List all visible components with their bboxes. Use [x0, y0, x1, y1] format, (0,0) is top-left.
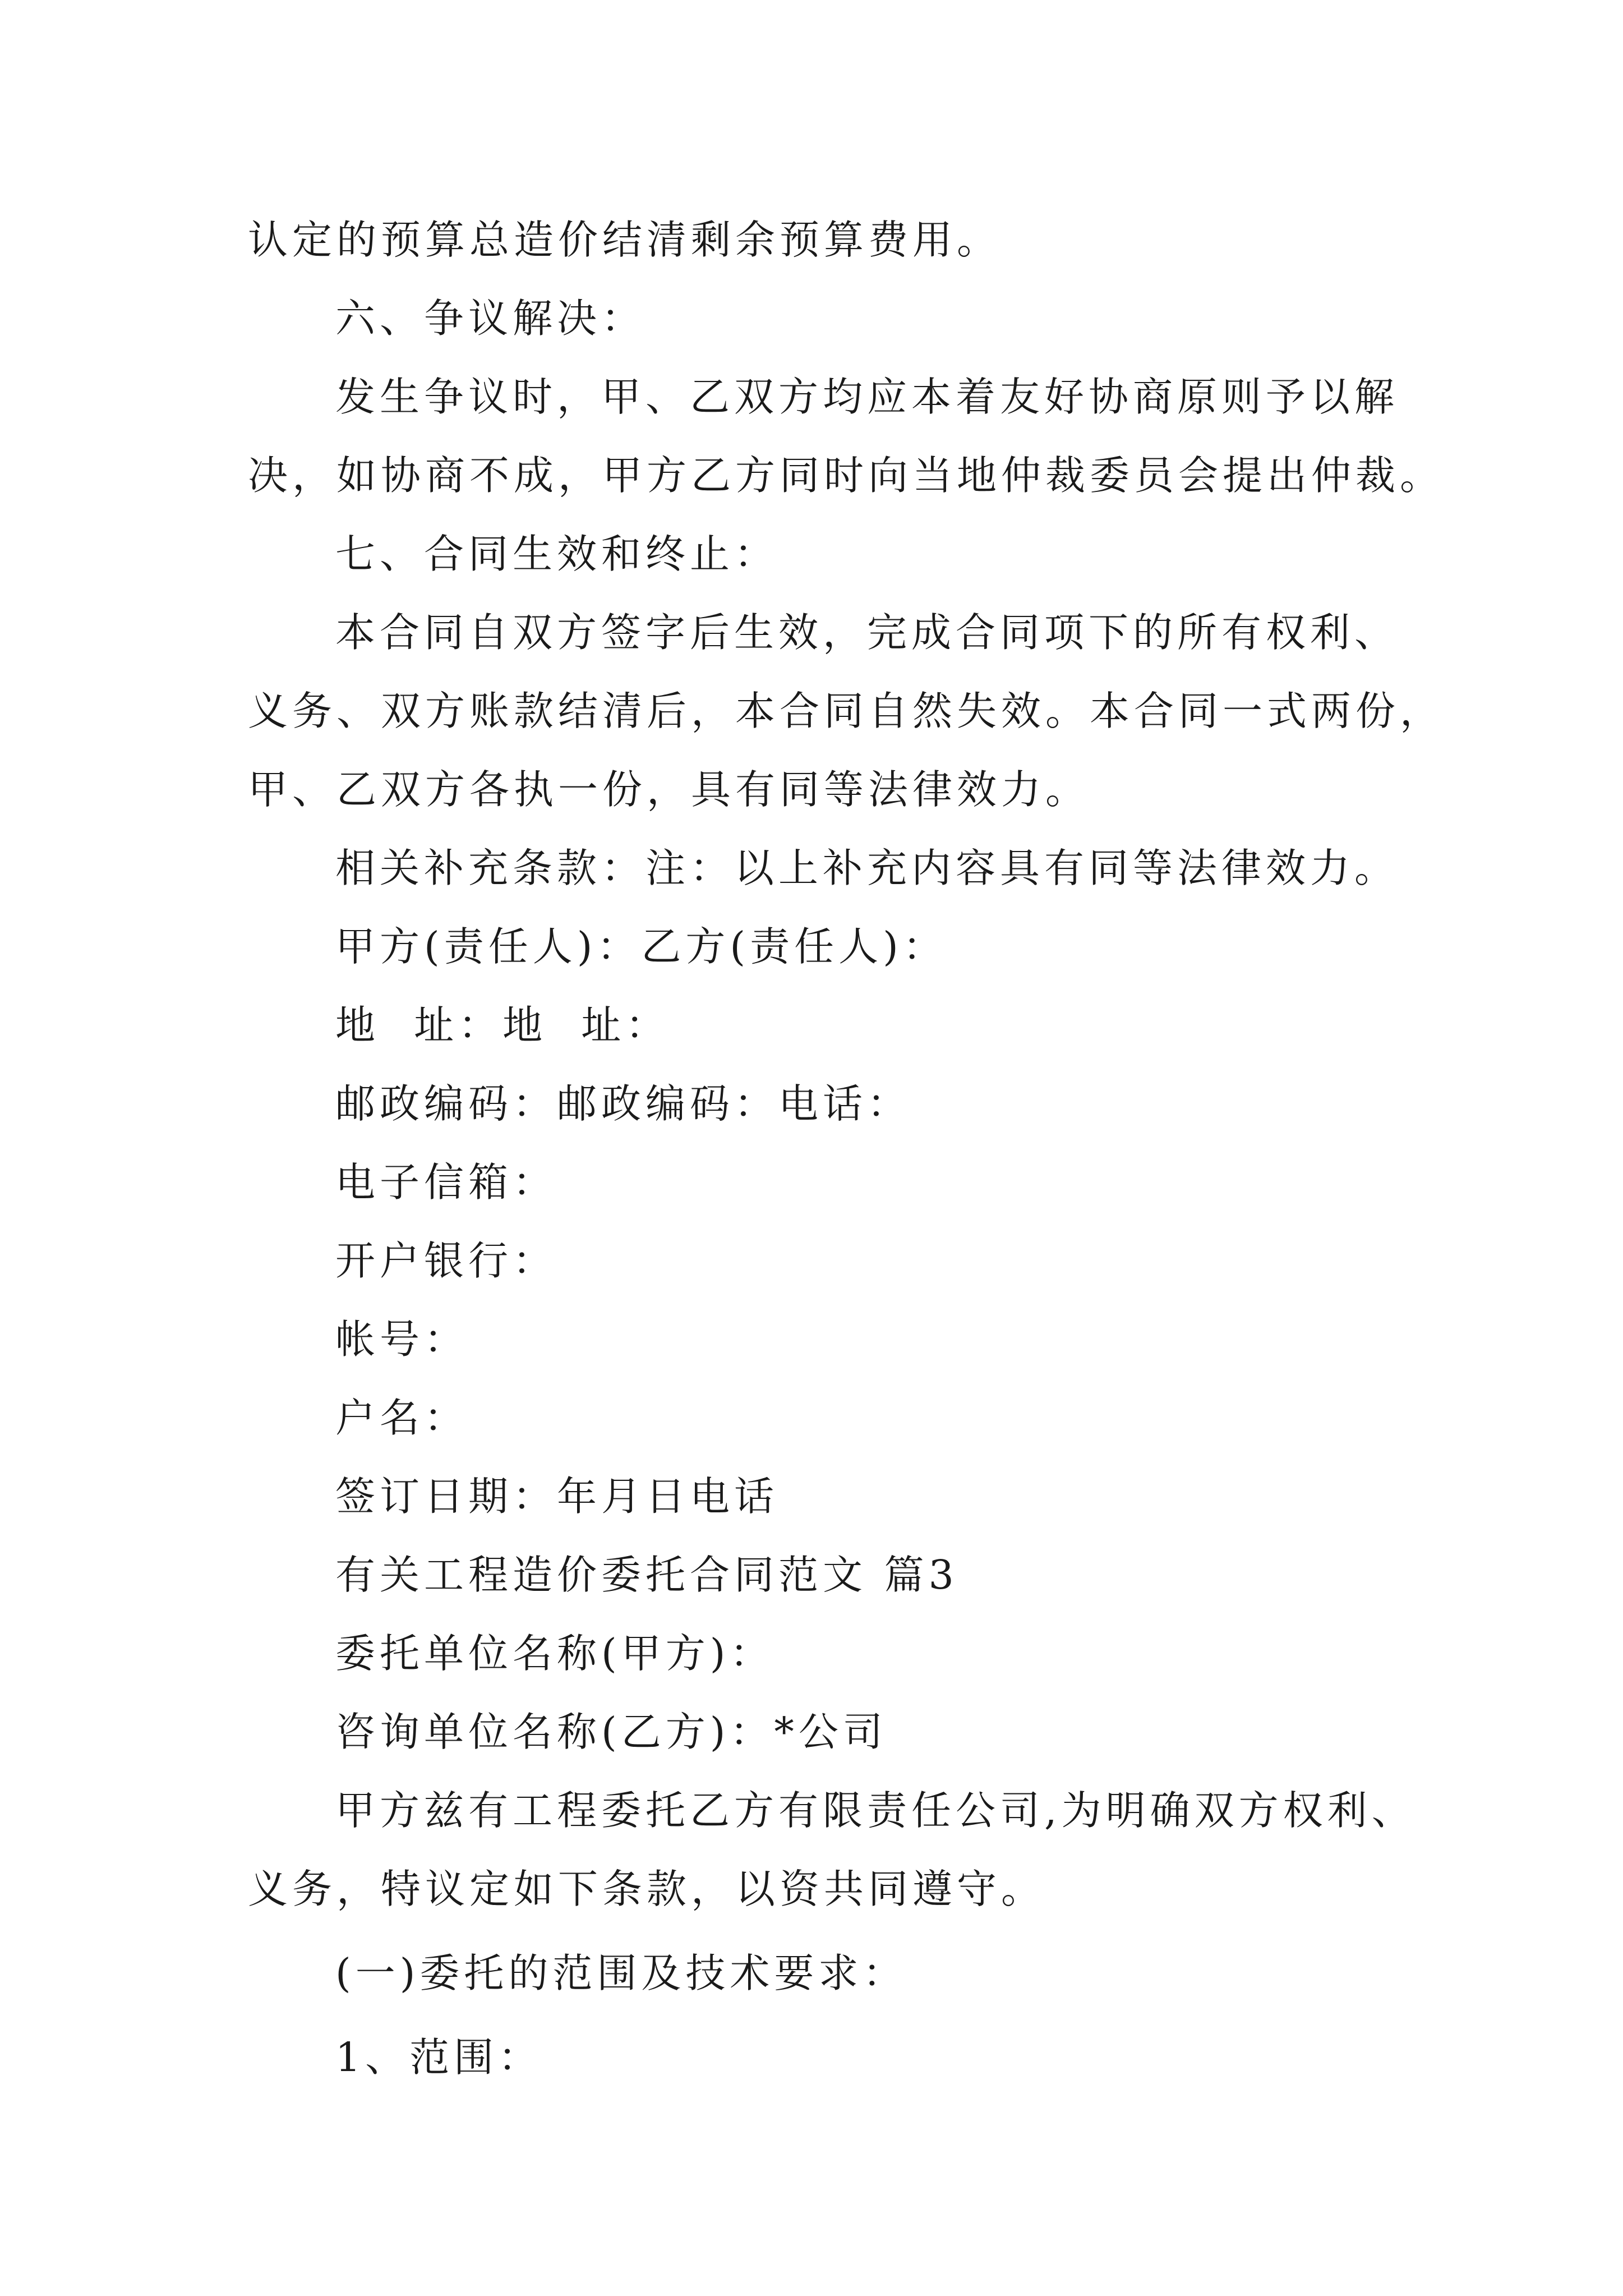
postal-line: 邮政编码：邮政编码：电话：	[335, 1080, 912, 1127]
signing-date-line: 签订日期：年月日电话	[335, 1473, 779, 1520]
text-line: 甲方兹有工程委托乙方有限责任公司,为明确双方权利、	[335, 1787, 1416, 1834]
client-line: 委托单位名称(甲方)：	[335, 1630, 774, 1677]
text-line: 甲、乙双方各执一份，具有同等法律效力。	[248, 766, 1090, 813]
text-line: 义务，特议定如下条款，以资共同遵守。	[248, 1866, 1046, 1912]
consultant-line: 咨询单位名称(乙方)：*公司	[335, 1709, 887, 1755]
text-line: 义务、双方账款结清后，本合同自然失效。本合同一式两份，	[248, 688, 1445, 734]
section-heading-dispute: 六、争议解决：	[335, 295, 646, 342]
address-line: 地 址：地 址：	[335, 1002, 670, 1048]
subsection-heading-range: 1、范围：	[335, 2034, 543, 2081]
party-line: 甲方(责任人)：乙方(责任人)：	[335, 923, 947, 970]
section-heading-scope: (一)委托的范围及技术要求：	[335, 1950, 907, 1996]
account-line: 帐号：	[335, 1316, 469, 1363]
email-line: 电子信箱：	[335, 1159, 557, 1205]
text-line: 发生争议时，甲、乙双方均应本着友好协商原则予以解	[335, 374, 1399, 420]
account-name-line: 户名：	[335, 1395, 469, 1441]
text-line: 决，如协商不成，甲方乙方同时向当地仲裁委员会提出仲裁。	[248, 452, 1445, 499]
bank-line: 开户银行：	[335, 1237, 557, 1284]
text-line: 本合同自双方签字后生效，完成合同项下的所有权利、	[335, 609, 1399, 656]
section-heading-effect: 七、合同生效和终止：	[335, 531, 779, 577]
article-title: 有关工程造价委托合同范文 篇3	[335, 1552, 958, 1598]
text-line: 相关补充条款：注：以上补充内容具有同等法律效力。	[335, 845, 1399, 891]
text-line: 认定的预算总造价结清剩余预算费用。	[248, 217, 1002, 263]
